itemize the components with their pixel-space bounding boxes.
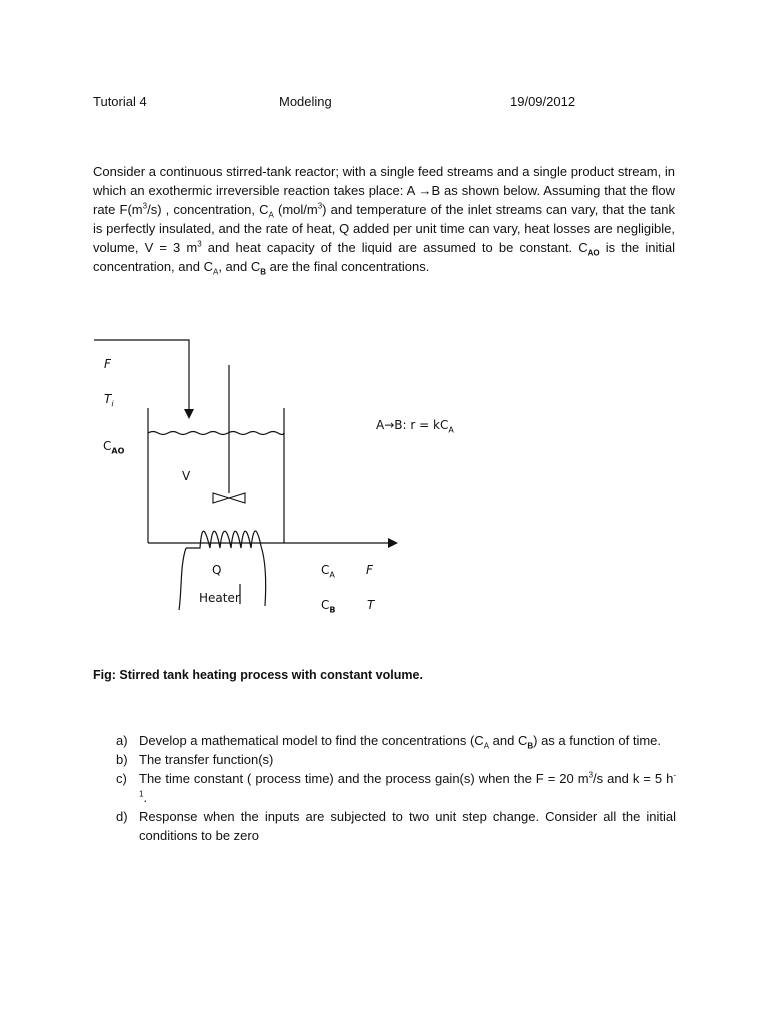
heater-label: Heater xyxy=(199,591,240,605)
header-tutorial: Tutorial 4 xyxy=(93,94,147,109)
outlet-cb-label: $C_B$ xyxy=(321,598,336,615)
header-date: 19/09/2012 xyxy=(510,94,576,109)
task-item-b: b) The transfer function(s) xyxy=(116,752,274,767)
impeller-icon xyxy=(213,493,245,503)
problem-statement: Consider a continuous stirred-tank reactor; with a single feed streams and a single product stream, in which an exothermic irreversible reaction takes place: A →B as shown below. Assuming that the flow rate $F(m^3/s)$ , concentration, $C_A$ $(mol/m^3)$ and temperature of the inlet streams can vary, that the tank is perfectly insulated, and the rate of heat, Q added per unit time can vary, heat losses are negligible, volume, V = 3 $m^3$ and heat capacity of the liquid are assumed to be constant. $C_{AO}$ is the initial concentration, and $C_A$, and $C_B$ are the final concentrations. xyxy=(93,164,676,277)
outlet-arrowhead xyxy=(388,538,398,548)
inlet-flow-label: F xyxy=(104,357,111,371)
outlet-flow-label: F xyxy=(366,563,373,577)
task-item-d: d) Response when the inputs are subjected to two unit step change. Consider all the initial conditions to be zero xyxy=(116,809,676,843)
heater-coil xyxy=(186,531,261,548)
heat-label: Q xyxy=(212,563,222,577)
reaction-label: A→B: $r = kC_A$ xyxy=(376,418,454,435)
figure-caption: Fig: Stirred tank heating process with constant volume. xyxy=(93,668,423,682)
task-list xyxy=(116,731,676,845)
task-item-c: c) The time constant ( process time) and the process gain(s) when the F = 20 $m^3/s$ and k = 5 $h^{-1}$. xyxy=(116,770,676,805)
outlet-temperature-label: T xyxy=(367,598,375,612)
inlet-concentration-label: $C_{AO}$ xyxy=(103,439,125,456)
volume-label: V xyxy=(182,469,191,483)
outlet-ca-label: $C_A$ xyxy=(321,563,335,580)
heater-lead-right xyxy=(261,546,266,606)
feed-arrowhead xyxy=(184,409,194,419)
liquid-surface xyxy=(148,432,284,435)
header-topic: Modeling xyxy=(279,94,332,109)
heater-lead-left xyxy=(179,548,186,610)
inlet-temperature-label: $T_i$ xyxy=(104,392,114,409)
task-item-a: a) Develop a mathematical model to find the concentrations ($C_A$ and $C_B$) as a function of time. xyxy=(116,733,662,751)
